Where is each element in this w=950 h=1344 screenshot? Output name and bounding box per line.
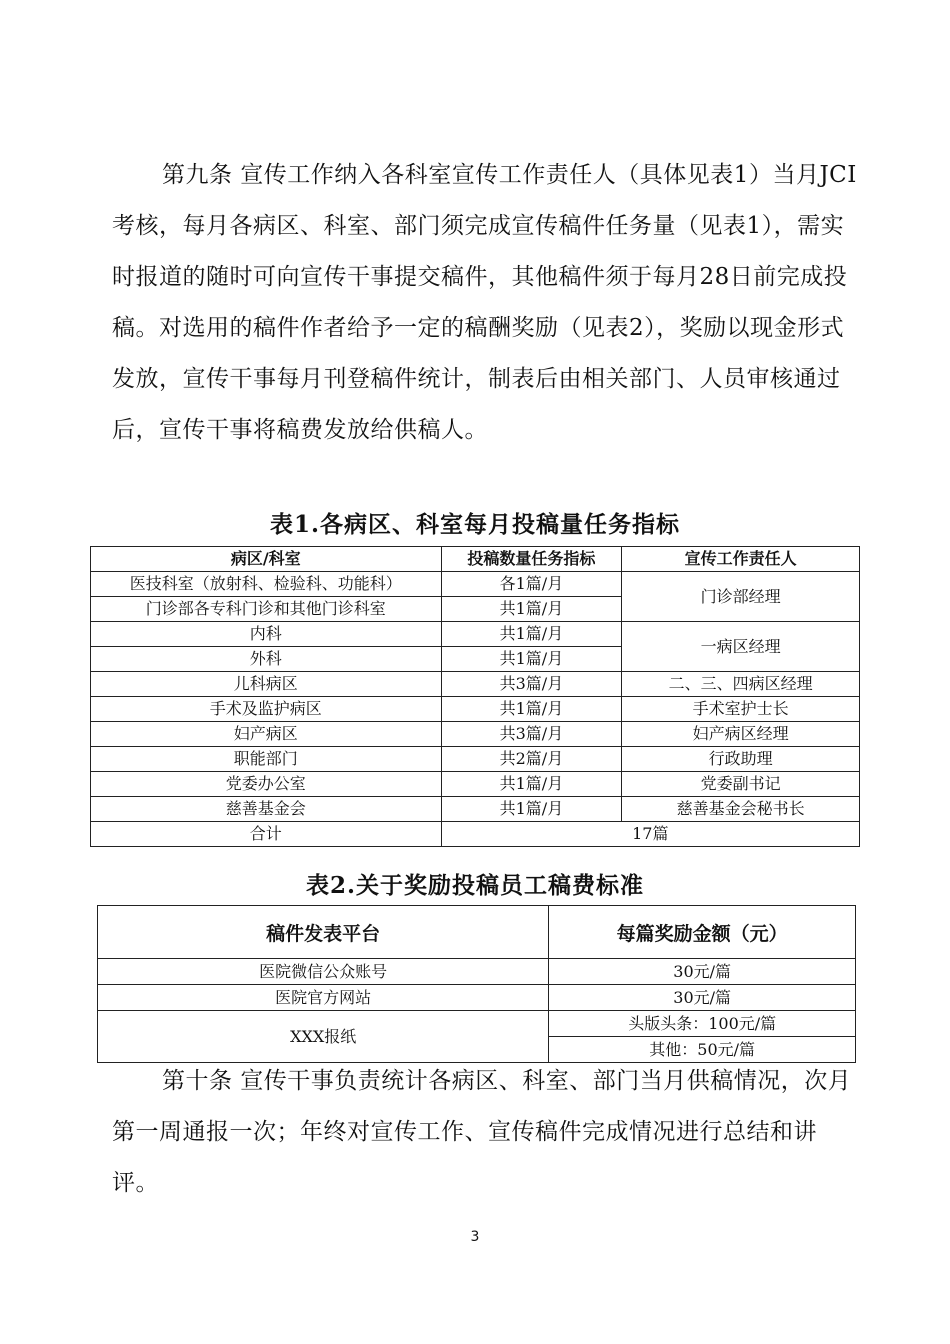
table-total-row — [91, 822, 860, 847]
total-value-cell: 17篇 — [441, 822, 859, 847]
quota-cell: 共1篇/月 — [441, 697, 622, 722]
table-row — [91, 797, 860, 822]
table-row — [98, 1011, 856, 1037]
dept-cell: 慈善基金会 — [91, 797, 442, 822]
platform-cell: 医院官方网站 — [98, 985, 549, 1011]
quota-cell: 共1篇/月 — [441, 597, 622, 622]
total-label-cell: 合计 — [91, 822, 442, 847]
column-header: 投稿数量任务指标 — [441, 547, 622, 572]
quota-cell: 共2篇/月 — [441, 747, 622, 772]
column-header: 病区/科室 — [91, 547, 442, 572]
quota-table — [90, 546, 860, 847]
amount-cell: 其他：50元/篇 — [549, 1037, 856, 1063]
table-row — [91, 772, 860, 797]
table2-caption: 表2.关于奖励投稿员工稿费标准 — [305, 872, 644, 899]
article-9-paragraph — [112, 150, 862, 456]
dept-cell: 妇产病区 — [91, 722, 442, 747]
dept-cell: 门诊部各专科门诊和其他门诊科室 — [91, 597, 442, 622]
amount-cell: 头版头条：100元/篇 — [549, 1011, 856, 1037]
dept-cell: 职能部门 — [91, 747, 442, 772]
owner-cell: 门诊部经理 — [622, 572, 860, 622]
owner-cell: 妇产病区经理 — [622, 722, 860, 747]
table-header-row — [98, 906, 856, 959]
owner-cell: 行政助理 — [622, 747, 860, 772]
owner-cell: 手术室护士长 — [622, 697, 860, 722]
table-row — [91, 622, 860, 647]
platform-cell: 医院微信公众账号 — [98, 959, 549, 985]
dept-cell: 儿科病区 — [91, 672, 442, 697]
page-number: 3 — [470, 1229, 480, 1245]
table-row — [91, 572, 860, 597]
column-header: 每篇奖励金额（元） — [549, 906, 856, 959]
column-header: 宣传工作责任人 — [622, 547, 860, 572]
quota-cell: 共1篇/月 — [441, 797, 622, 822]
quota-cell: 共3篇/月 — [441, 672, 622, 697]
dept-cell: 医技科室（放射科、检验科、功能科） — [91, 572, 442, 597]
platform-cell: XXX报纸 — [98, 1011, 549, 1063]
table-row — [98, 985, 856, 1011]
article-10-paragraph — [112, 1056, 862, 1209]
table-row — [91, 722, 860, 747]
amount-cell: 30元/篇 — [549, 959, 856, 985]
dept-cell: 手术及监护病区 — [91, 697, 442, 722]
quota-cell: 共1篇/月 — [441, 647, 622, 672]
table-row — [91, 747, 860, 772]
amount-cell: 30元/篇 — [549, 985, 856, 1011]
table-header-row — [91, 547, 860, 572]
owner-cell: 党委副书记 — [622, 772, 860, 797]
dept-cell: 党委办公室 — [91, 772, 442, 797]
dept-cell: 外科 — [91, 647, 442, 672]
owner-cell: 二、三、四病区经理 — [622, 672, 860, 697]
dept-cell: 内科 — [91, 622, 442, 647]
quota-cell: 共3篇/月 — [441, 722, 622, 747]
article-10-text: 第十条 宣传干事负责统计各病区、科室、部门当月供稿情况，次月第一周通报一次；年终对宣传工作、宣传稿件完成情况进行总结和讲评。 — [112, 1068, 852, 1196]
owner-cell: 慈善基金会秘书长 — [622, 797, 860, 822]
quota-cell: 共1篇/月 — [441, 772, 622, 797]
quota-cell: 共1篇/月 — [441, 622, 622, 647]
quota-cell: 各1篇/月 — [441, 572, 622, 597]
article-9-text: 第九条 宣传工作纳入各科室宣传工作责任人（具体见表1）当月JCI考核，每月各病区、科室、部门须完成宣传稿件任务量（见表1），需实时报道的随时可向宣传干事提交稿件，其他稿件须于每月28日前完成投稿。对选用的稿件作者给予一定的稿酬奖励（见表2），奖励以现金形式发放，宣传干事每月刊登稿件统计，制表后由相关部门、人员审核通过后，宣传干事将稿费发放给供稿人。 — [112, 162, 857, 443]
table-row — [91, 697, 860, 722]
owner-cell: 一病区经理 — [622, 622, 860, 672]
table1-caption: 表1.各病区、科室每月投稿量任务指标 — [269, 511, 680, 538]
table-row — [91, 672, 860, 697]
fee-table — [97, 905, 856, 1063]
column-header: 稿件发表平台 — [98, 906, 549, 959]
table-row — [98, 959, 856, 985]
